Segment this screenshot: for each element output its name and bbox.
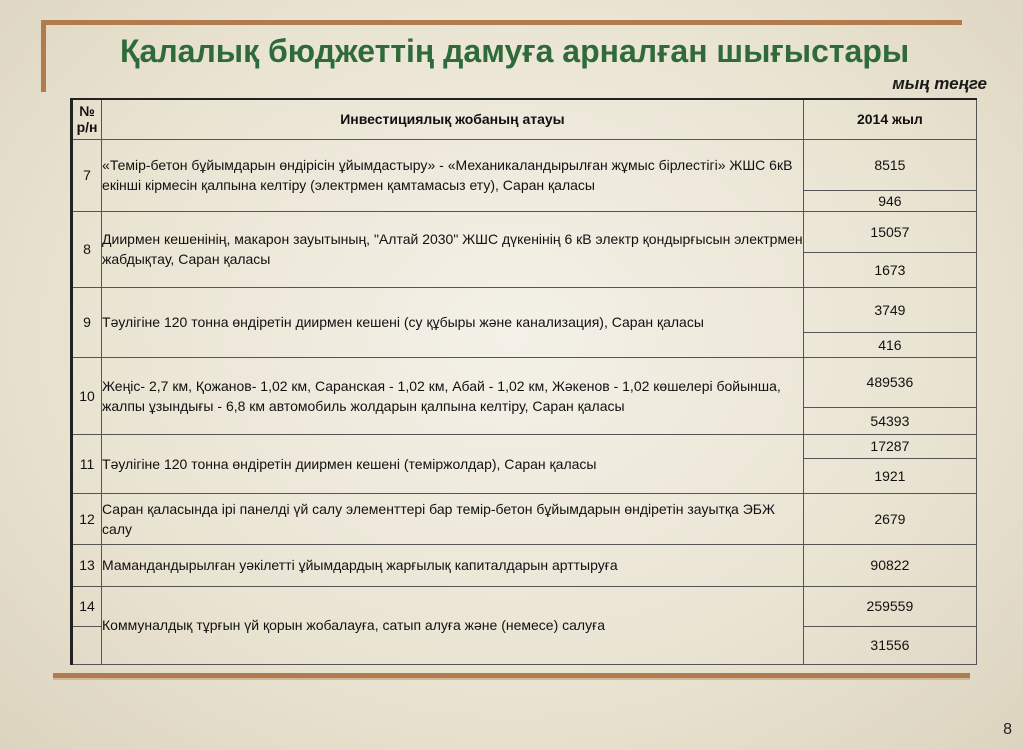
- project-name: Диирмен кешенінің, макарон зауытының, "Алтай 2030" ЖШС дүкенінің 6 кВ электр қондырғысын электрмен жабдықтау, Саран қаласы: [102, 211, 804, 287]
- row-number: 13: [72, 544, 102, 586]
- table-row: [72, 544, 977, 586]
- budget-table: [70, 98, 977, 665]
- table-row: [72, 434, 977, 458]
- value-cell: 1673: [803, 252, 976, 287]
- row-number: 7: [72, 139, 102, 211]
- value-cell: 54393: [803, 407, 976, 434]
- header-number: № р/н: [72, 99, 102, 139]
- page-title: Қалалық бюджеттің дамуға арналған шығыстары: [120, 33, 910, 69]
- value-cell: 8515: [803, 139, 976, 190]
- project-name: Мамандандырылған уәкілетті ұйымдардың жарғылық капиталдарын арттыруға: [102, 544, 804, 586]
- project-name: Жеңіс- 2,7 км, Қожанов- 1,02 км, Саранская - 1,02 км, Абай - 1,02 км, Жәкенов - 1,02 көшелері бойынша, жалпы ұзындығы - 6,8 км автомобиль жолдарын қалпына келтіру, Саран қаласы: [102, 357, 804, 434]
- value-cell: 3749: [803, 287, 976, 332]
- row-number: 12: [72, 493, 102, 544]
- row-number: 14: [72, 586, 102, 626]
- empty-number-cell: [72, 626, 102, 664]
- page-number: 8: [1003, 721, 1012, 738]
- project-name: Коммуналдық тұрғын үй қорын жобалауға, сатып алуға және (немесе) салуға: [102, 586, 804, 664]
- table-row: [72, 211, 977, 252]
- frame-bottom-shadow: [53, 678, 970, 680]
- project-name: Саран қаласында ірі панелді үй салу элементтері бар темір-бетон бұйымдарын өндіретін зауытқа ЭБЖ салу: [102, 493, 804, 544]
- row-number: 11: [72, 434, 102, 493]
- project-name: Тәулігіне 120 тонна өндіретін диирмен кешені (теміржолдар), Саран қаласы: [102, 434, 804, 493]
- table-row: [72, 139, 977, 190]
- value-cell: 2679: [803, 493, 976, 544]
- table-row: [72, 357, 977, 407]
- header-project-name: Инвестициялық жобаның атауы: [102, 99, 804, 139]
- frame-top-bar: [41, 20, 962, 25]
- project-name: «Темір-бетон бұйымдарын өндірісін ұйымдастыру» - «Механикаландырылған жұмыс бірлестігі» ЖШС 6кВ екінші кірмесін қалпына келтіру (электрмен қамтамасыз ету), Саран қаласы: [102, 139, 804, 211]
- table-header-row: [72, 99, 977, 139]
- frame-left-bar: [41, 20, 46, 92]
- row-number: 9: [72, 287, 102, 357]
- value-cell: 17287: [803, 434, 976, 458]
- value-cell: 90822: [803, 544, 976, 586]
- value-cell: 15057: [803, 211, 976, 252]
- value-cell: 946: [803, 190, 976, 211]
- table-row: [72, 586, 977, 626]
- row-number: 10: [72, 357, 102, 434]
- table-row: [72, 287, 977, 332]
- table-row: [72, 493, 977, 544]
- value-cell: 1921: [803, 458, 976, 493]
- value-cell: 416: [803, 332, 976, 357]
- row-number: 8: [72, 211, 102, 287]
- header-year: 2014 жыл: [803, 99, 976, 139]
- value-cell: 259559: [803, 586, 976, 626]
- project-name: Тәулігіне 120 тонна өндіретін диирмен кешені (су құбыры және канализация), Саран қаласы: [102, 287, 804, 357]
- value-cell: 31556: [803, 626, 976, 664]
- unit-label: мың теңге: [892, 74, 987, 93]
- value-cell: 489536: [803, 357, 976, 407]
